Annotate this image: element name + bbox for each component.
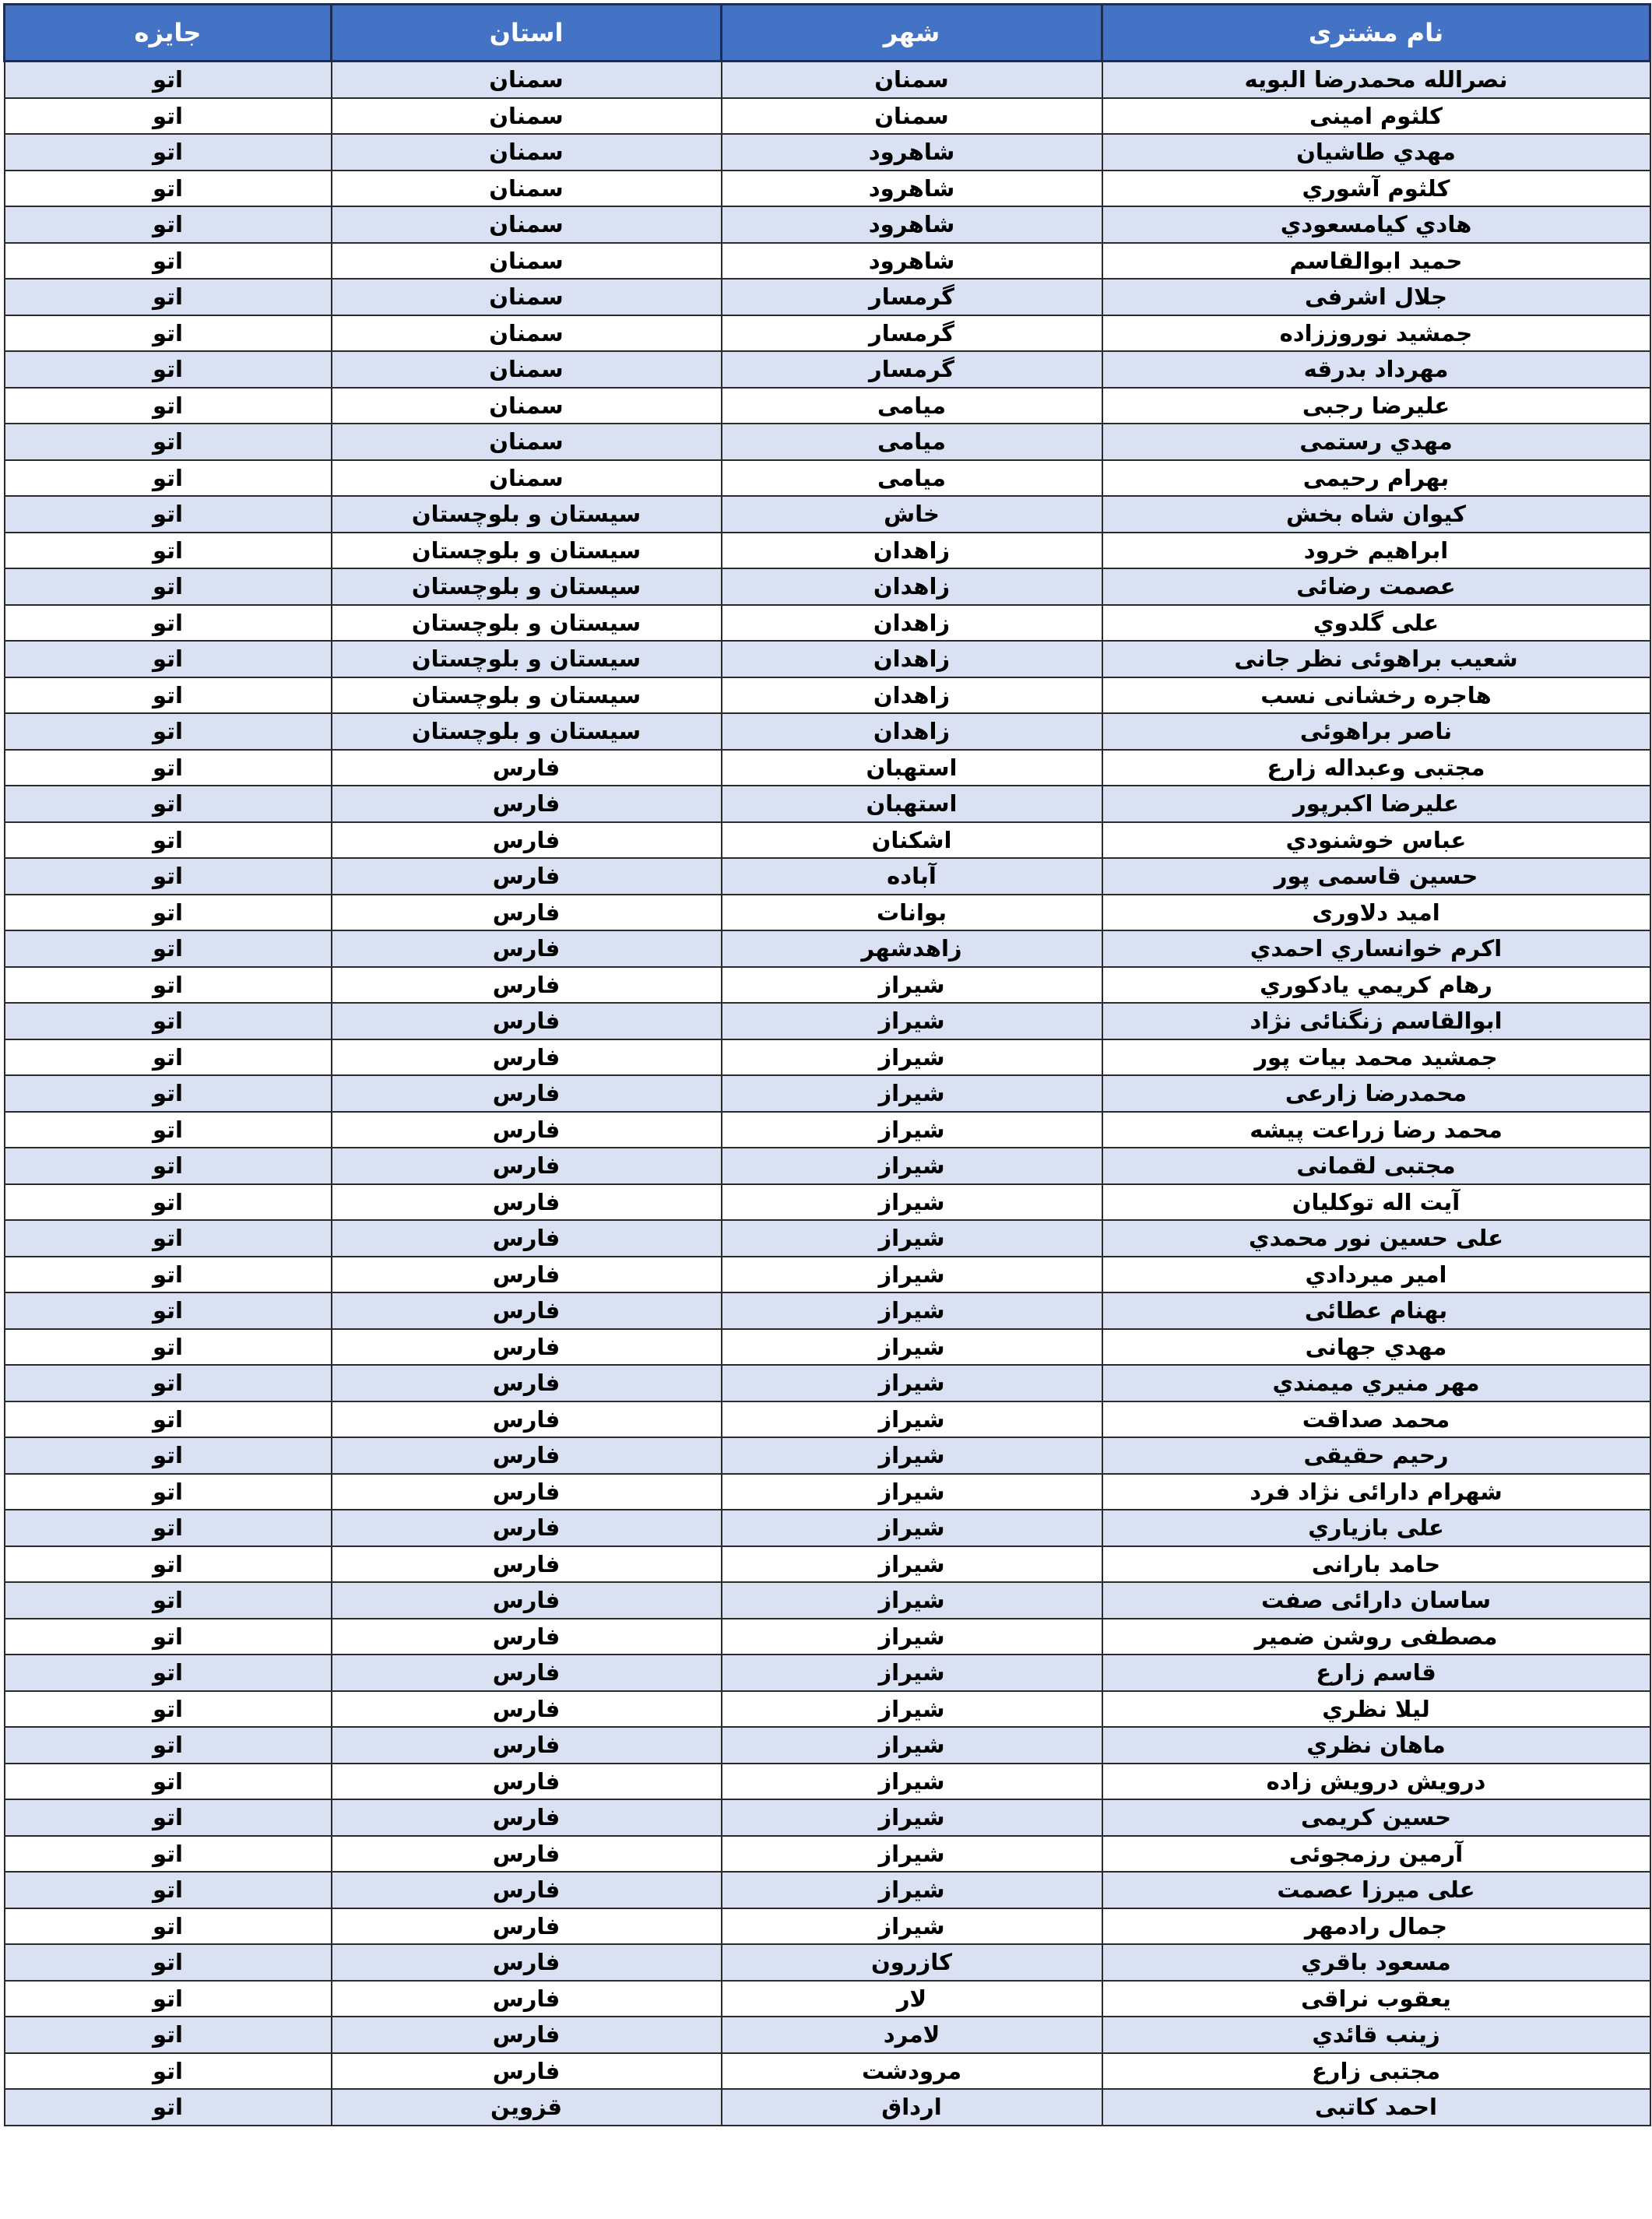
cell-prize: اتو [5, 1437, 332, 1474]
table-row [5, 1112, 1650, 1148]
cell-prize: اتو [5, 2089, 332, 2126]
cell-province: سيستان و بلوچستان [332, 533, 722, 569]
cell-province: سمنان [332, 171, 722, 207]
cell-province: سمنان [332, 134, 722, 171]
table-body [5, 62, 1650, 2126]
table-row [5, 1655, 1650, 1691]
table-row [5, 1727, 1650, 1764]
cell-customer-name: عليرضا رجبی [1102, 388, 1650, 424]
cell-province: فارس [332, 2053, 722, 2090]
cell-prize: اتو [5, 568, 332, 605]
cell-province: فارس [332, 1365, 722, 1401]
cell-province: فارس [332, 1799, 722, 1836]
cell-province: فارس [332, 1003, 722, 1039]
cell-city: شاهرود [722, 134, 1102, 171]
cell-customer-name: مهر منيري ميمندي [1102, 1365, 1650, 1401]
cell-prize: اتو [5, 1655, 332, 1691]
cell-customer-name: مهدي رستمی [1102, 424, 1650, 460]
cell-customer-name: ليلا نظري [1102, 1691, 1650, 1728]
cell-city: شيراز [722, 967, 1102, 1004]
cell-customer-name: مصطفی روشن ضمير [1102, 1619, 1650, 1655]
cell-prize: اتو [5, 1220, 332, 1257]
cell-prize: اتو [5, 750, 332, 786]
cell-province: سمنان [332, 424, 722, 460]
cell-city: زاهدان [722, 568, 1102, 605]
cell-customer-name: کيوان شاه بخش [1102, 496, 1650, 533]
cell-customer-name: آرمين رزمجوئی [1102, 1836, 1650, 1873]
cell-province: سمنان [332, 460, 722, 497]
cell-customer-name: بهرام رحيمی [1102, 460, 1650, 497]
table-row [5, 351, 1650, 388]
table-row [5, 1401, 1650, 1438]
table-row [5, 1039, 1650, 1076]
cell-province: فارس [332, 1944, 722, 1981]
cell-prize: اتو [5, 98, 332, 135]
cell-city: شيراز [722, 1510, 1102, 1546]
cell-city: لامرد [722, 2017, 1102, 2053]
cell-customer-name: رحيم حقيقی [1102, 1437, 1650, 1474]
cell-province: فارس [332, 1691, 722, 1728]
cell-province: فارس [332, 1329, 722, 1366]
cell-city: شيراز [722, 1655, 1102, 1691]
cell-customer-name: اکرم خوانساري احمدي [1102, 930, 1650, 967]
header-row [5, 5, 1650, 62]
cell-city: شيراز [722, 1112, 1102, 1148]
table-row [5, 1582, 1650, 1619]
cell-prize: اتو [5, 1257, 332, 1293]
table-row [5, 388, 1650, 424]
cell-prize: اتو [5, 279, 332, 315]
header-prize: جایزه [5, 5, 332, 62]
table-row [5, 1292, 1650, 1329]
cell-prize: اتو [5, 1764, 332, 1800]
cell-city: زاهدان [722, 677, 1102, 714]
cell-province: فارس [332, 895, 722, 931]
table-row [5, 641, 1650, 677]
cell-customer-name: اميد دلاوری [1102, 895, 1650, 931]
cell-city: گرمسار [722, 279, 1102, 315]
table-row [5, 2089, 1650, 2126]
cell-prize: اتو [5, 1365, 332, 1401]
cell-prize: اتو [5, 1582, 332, 1619]
cell-prize: اتو [5, 1039, 332, 1076]
cell-province: فارس [332, 1908, 722, 1945]
cell-customer-name: حسين کريمی [1102, 1799, 1650, 1836]
cell-prize: اتو [5, 1944, 332, 1981]
cell-city: بوانات [722, 895, 1102, 931]
cell-province: فارس [332, 1546, 722, 1583]
cell-prize: اتو [5, 1619, 332, 1655]
cell-customer-name: علی گلدوي [1102, 605, 1650, 642]
table-row [5, 1944, 1650, 1981]
cell-city: ارداق [722, 2089, 1102, 2126]
cell-city: شيراز [722, 1401, 1102, 1438]
table-row [5, 1764, 1650, 1800]
cell-province: سمنان [332, 206, 722, 243]
table-row [5, 1510, 1650, 1546]
cell-province: فارس [332, 1184, 722, 1221]
table-row [5, 1220, 1650, 1257]
cell-customer-name: مسعود باقري [1102, 1944, 1650, 1981]
cell-customer-name: علی ميرزا عصمت [1102, 1872, 1650, 1908]
cell-customer-name: درويش درويش زاده [1102, 1764, 1650, 1800]
table-row [5, 496, 1650, 533]
cell-province: فارس [332, 786, 722, 822]
cell-city: شيراز [722, 1257, 1102, 1293]
cell-prize: اتو [5, 1292, 332, 1329]
cell-prize: اتو [5, 1799, 332, 1836]
cell-city: اشکنان [722, 822, 1102, 859]
cell-customer-name: شهرام دارائی نژاد فرد [1102, 1474, 1650, 1510]
cell-customer-name: آيت اله توکليان [1102, 1184, 1650, 1221]
cell-city: گرمسار [722, 351, 1102, 388]
table-row [5, 1619, 1650, 1655]
cell-customer-name: ابوالقاسم زنگنائی نژاد [1102, 1003, 1650, 1039]
cell-city: شيراز [722, 1292, 1102, 1329]
cell-city: شيراز [722, 1474, 1102, 1510]
cell-customer-name: مهدي جهانی [1102, 1329, 1650, 1366]
table-row [5, 1329, 1650, 1366]
cell-province: سمنان [332, 315, 722, 352]
cell-province: سيستان و بلوچستان [332, 677, 722, 714]
table-row [5, 713, 1650, 750]
cell-customer-name: ابراهيم خرود [1102, 533, 1650, 569]
table-row [5, 1546, 1650, 1583]
cell-province: سمنان [332, 243, 722, 280]
cell-city: زاهدان [722, 533, 1102, 569]
cell-city: شاهرود [722, 243, 1102, 280]
cell-customer-name: ناصر براهوئی [1102, 713, 1650, 750]
cell-province: فارس [332, 930, 722, 967]
cell-customer-name: محمد رضا زراعت پيشه [1102, 1112, 1650, 1148]
cell-customer-name: زينب قائدي [1102, 2017, 1650, 2053]
table-row [5, 1365, 1650, 1401]
cell-customer-name: مهدي طاشيان [1102, 134, 1650, 171]
cell-customer-name: کلثوم امينی [1102, 98, 1650, 135]
cell-prize: اتو [5, 1872, 332, 1908]
cell-prize: اتو [5, 930, 332, 967]
cell-prize: اتو [5, 460, 332, 497]
cell-province: سمنان [332, 62, 722, 98]
cell-customer-name: ساسان دارائی صفت [1102, 1582, 1650, 1619]
cell-province: فارس [332, 1872, 722, 1908]
cell-province: فارس [332, 1220, 722, 1257]
cell-prize: اتو [5, 822, 332, 859]
cell-city: استهبان [722, 750, 1102, 786]
header-city: شهر [722, 5, 1102, 62]
cell-city: شيراز [722, 1365, 1102, 1401]
cell-customer-name: حسين قاسمی پور [1102, 858, 1650, 895]
cell-customer-name: محمد صداقت [1102, 1401, 1650, 1438]
cell-prize: اتو [5, 605, 332, 642]
table-row [5, 424, 1650, 460]
cell-customer-name: رهام کريمي يادکوري [1102, 967, 1650, 1004]
cell-province: فارس [332, 1510, 722, 1546]
cell-customer-name: عليرضا اکبرپور [1102, 786, 1650, 822]
cell-customer-name: قاسم زارع [1102, 1655, 1650, 1691]
cell-city: شيراز [722, 1727, 1102, 1764]
cell-city: شيراز [722, 1799, 1102, 1836]
table-row [5, 1003, 1650, 1039]
cell-prize: اتو [5, 967, 332, 1004]
cell-city: زاهدان [722, 605, 1102, 642]
cell-city: شيراز [722, 1872, 1102, 1908]
cell-city: شيراز [722, 1582, 1102, 1619]
cell-customer-name: مجتبی زارع [1102, 2053, 1650, 2090]
cell-city: شيراز [722, 1764, 1102, 1800]
cell-prize: اتو [5, 1727, 332, 1764]
cell-province: فارس [332, 2017, 722, 2053]
cell-province: سمنان [332, 351, 722, 388]
cell-prize: اتو [5, 171, 332, 207]
table-row [5, 98, 1650, 135]
cell-customer-name: مهرداد بدرقه [1102, 351, 1650, 388]
cell-city: شيراز [722, 1437, 1102, 1474]
cell-prize: اتو [5, 388, 332, 424]
cell-prize: اتو [5, 1112, 332, 1148]
table-row [5, 677, 1650, 714]
cell-province: سيستان و بلوچستان [332, 568, 722, 605]
cell-prize: اتو [5, 1691, 332, 1728]
cell-customer-name: احمد کاتبی [1102, 2089, 1650, 2126]
table-row [5, 1981, 1650, 2017]
cell-prize: اتو [5, 1908, 332, 1945]
cell-city: شيراز [722, 1329, 1102, 1366]
table-row [5, 2017, 1650, 2053]
cell-prize: اتو [5, 1401, 332, 1438]
cell-province: فارس [332, 1148, 722, 1184]
cell-prize: اتو [5, 858, 332, 895]
cell-prize: اتو [5, 1836, 332, 1873]
cell-city: ميامی [722, 460, 1102, 497]
cell-city: مرودشت [722, 2053, 1102, 2090]
cell-prize: اتو [5, 496, 332, 533]
cell-customer-name: علی بازياري [1102, 1510, 1650, 1546]
cell-province: فارس [332, 1764, 722, 1800]
cell-province: سمنان [332, 279, 722, 315]
cell-city: شاهرود [722, 171, 1102, 207]
cell-customer-name: هادي کيامسعودي [1102, 206, 1650, 243]
cell-province: فارس [332, 1619, 722, 1655]
cell-city: استهبان [722, 786, 1102, 822]
cell-province: سيستان و بلوچستان [332, 641, 722, 677]
cell-city: شيراز [722, 1003, 1102, 1039]
cell-province: فارس [332, 858, 722, 895]
cell-customer-name: حامد بارانی [1102, 1546, 1650, 1583]
table-row [5, 967, 1650, 1004]
cell-city: خاش [722, 496, 1102, 533]
cell-prize: اتو [5, 533, 332, 569]
table-row [5, 1691, 1650, 1728]
cell-city: آباده [722, 858, 1102, 895]
table-row [5, 134, 1650, 171]
table-row [5, 1075, 1650, 1112]
cell-city: زاهدان [722, 713, 1102, 750]
cell-province: فارس [332, 1401, 722, 1438]
cell-prize: اتو [5, 1003, 332, 1039]
table-row [5, 533, 1650, 569]
cell-province: قزوين [332, 2089, 722, 2126]
cell-prize: اتو [5, 351, 332, 388]
cell-province: فارس [332, 967, 722, 1004]
cell-city: زاهدان [722, 641, 1102, 677]
table-row [5, 822, 1650, 859]
cell-prize: اتو [5, 62, 332, 98]
cell-customer-name: جمال رادمهر [1102, 1908, 1650, 1945]
cell-prize: اتو [5, 315, 332, 352]
cell-prize: اتو [5, 243, 332, 280]
cell-province: فارس [332, 1727, 722, 1764]
table-row [5, 1257, 1650, 1293]
cell-prize: اتو [5, 1329, 332, 1366]
cell-city: لار [722, 1981, 1102, 2017]
cell-province: فارس [332, 1836, 722, 1873]
table-row [5, 1474, 1650, 1510]
table-row [5, 1184, 1650, 1221]
table-row [5, 1872, 1650, 1908]
winners-table [3, 3, 1651, 2126]
cell-city: شيراز [722, 1220, 1102, 1257]
cell-city: ميامی [722, 424, 1102, 460]
table-row [5, 1799, 1650, 1836]
table-row [5, 1437, 1650, 1474]
cell-customer-name: ماهان نظري [1102, 1727, 1650, 1764]
cell-customer-name: امير ميردادي [1102, 1257, 1650, 1293]
cell-customer-name: کلثوم آشوري [1102, 171, 1650, 207]
cell-city: شيراز [722, 1039, 1102, 1076]
cell-prize: اتو [5, 2053, 332, 2090]
table-row [5, 1148, 1650, 1184]
table-row [5, 243, 1650, 280]
cell-customer-name: عصمت رضائی [1102, 568, 1650, 605]
cell-city: شيراز [722, 1908, 1102, 1945]
cell-province: فارس [332, 1981, 722, 2017]
cell-customer-name: بهنام عطائی [1102, 1292, 1650, 1329]
cell-customer-name: شعيب براهوئی نظر جانی [1102, 641, 1650, 677]
cell-customer-name: يعقوب نراقی [1102, 1981, 1650, 2017]
cell-customer-name: مجتبی وعبداله زارع [1102, 750, 1650, 786]
winners-sheet [3, 3, 1649, 2126]
cell-city: سمنان [722, 62, 1102, 98]
cell-province: فارس [332, 1655, 722, 1691]
table-row [5, 460, 1650, 497]
cell-prize: اتو [5, 1981, 332, 2017]
cell-customer-name: جمشيد محمد بيات پور [1102, 1039, 1650, 1076]
cell-prize: اتو [5, 641, 332, 677]
cell-prize: اتو [5, 677, 332, 714]
cell-province: سيستان و بلوچستان [332, 496, 722, 533]
table-row [5, 279, 1650, 315]
cell-prize: اتو [5, 206, 332, 243]
cell-prize: اتو [5, 1546, 332, 1583]
cell-customer-name: هاجره رخشانی نسب [1102, 677, 1650, 714]
cell-prize: اتو [5, 1510, 332, 1546]
cell-city: شيراز [722, 1546, 1102, 1583]
cell-customer-name: جمشيد نوروززاده [1102, 315, 1650, 352]
header-province: استان [332, 5, 722, 62]
cell-customer-name: عباس خوشنودي [1102, 822, 1650, 859]
cell-province: سيستان و بلوچستان [332, 605, 722, 642]
table-row [5, 930, 1650, 967]
cell-prize: اتو [5, 424, 332, 460]
cell-province: فارس [332, 1292, 722, 1329]
cell-city: گرمسار [722, 315, 1102, 352]
cell-province: فارس [332, 1039, 722, 1076]
cell-province: فارس [332, 822, 722, 859]
cell-customer-name: مجتبی لقمانی [1102, 1148, 1650, 1184]
cell-city: شيراز [722, 1075, 1102, 1112]
cell-city: شيراز [722, 1691, 1102, 1728]
table-row [5, 2053, 1650, 2090]
cell-province: سيستان و بلوچستان [332, 713, 722, 750]
cell-province: فارس [332, 1075, 722, 1112]
table-row [5, 315, 1650, 352]
cell-prize: اتو [5, 1148, 332, 1184]
table-header [5, 5, 1650, 62]
cell-city: ميامی [722, 388, 1102, 424]
table-row [5, 858, 1650, 895]
cell-prize: اتو [5, 713, 332, 750]
table-row [5, 895, 1650, 931]
cell-province: سمنان [332, 98, 722, 135]
cell-customer-name: علی حسين نور محمدي [1102, 1220, 1650, 1257]
table-row [5, 62, 1650, 98]
cell-customer-name: جلال اشرفی [1102, 279, 1650, 315]
table-row [5, 171, 1650, 207]
cell-city: شاهرود [722, 206, 1102, 243]
cell-prize: اتو [5, 895, 332, 931]
cell-city: شيراز [722, 1836, 1102, 1873]
cell-city: شيراز [722, 1184, 1102, 1221]
cell-province: فارس [332, 1474, 722, 1510]
cell-province: فارس [332, 750, 722, 786]
table-row [5, 786, 1650, 822]
cell-prize: اتو [5, 786, 332, 822]
cell-city: سمنان [722, 98, 1102, 135]
cell-province: فارس [332, 1257, 722, 1293]
cell-prize: اتو [5, 134, 332, 171]
cell-province: فارس [332, 1112, 722, 1148]
cell-city: شيراز [722, 1148, 1102, 1184]
cell-province: سمنان [332, 388, 722, 424]
table-row [5, 1836, 1650, 1873]
cell-city: کازرون [722, 1944, 1102, 1981]
cell-prize: اتو [5, 1474, 332, 1510]
table-row [5, 605, 1650, 642]
cell-city: زاهدشهر [722, 930, 1102, 967]
cell-prize: اتو [5, 2017, 332, 2053]
cell-prize: اتو [5, 1075, 332, 1112]
cell-province: فارس [332, 1582, 722, 1619]
table-row [5, 750, 1650, 786]
cell-customer-name: نصرالله محمدرضا البويه [1102, 62, 1650, 98]
cell-customer-name: حميد ابوالقاسم [1102, 243, 1650, 280]
cell-customer-name: محمدرضا زارعی [1102, 1075, 1650, 1112]
table-row [5, 568, 1650, 605]
table-row [5, 206, 1650, 243]
cell-prize: اتو [5, 1184, 332, 1221]
cell-province: فارس [332, 1437, 722, 1474]
cell-city: شيراز [722, 1619, 1102, 1655]
table-row [5, 1908, 1650, 1945]
header-customer-name: نام مشتری [1102, 5, 1650, 62]
